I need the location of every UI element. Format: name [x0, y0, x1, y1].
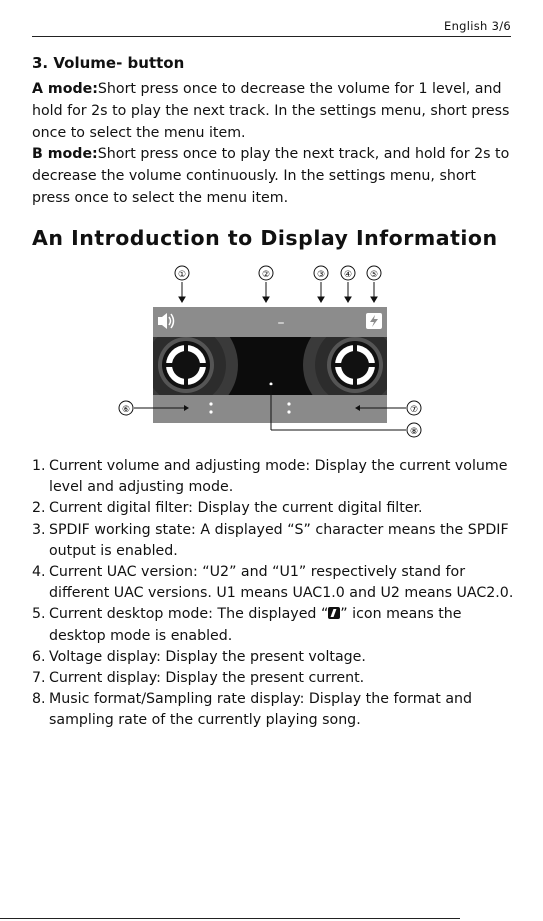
page-number-label: English 3/6: [444, 19, 511, 33]
callout-6: ⑥: [121, 405, 131, 415]
filter-indicator: –: [277, 315, 285, 331]
mode-b-label: B mode:: [32, 146, 98, 162]
list-item: 4. Current UAC version: “U2” and “U1” respectively stand for different UAC versions. U1 means UAC1.0 and U2 means UAC2.0.: [32, 564, 514, 602]
list-item: 3. SPDIF working state: A displayed “S” character means the SPDIF output is enabled.: [32, 521, 509, 559]
callout-4: ④: [343, 270, 353, 280]
callout-7: ⑦: [409, 405, 419, 415]
list-item: 1. Current volume and adjusting mode: Display the current volume level and adjusting mode.: [32, 458, 508, 496]
callout-3: ③: [316, 270, 326, 280]
mode-b-text: Short press once to play the next track, and hold for 2s to decrease the volume continuously. In the settings menu, short press once to select the menu item.: [32, 146, 510, 206]
desktop-mode-icon: [366, 313, 382, 329]
callout-5: ⑤: [369, 270, 379, 280]
mode-b-paragraph: [32, 143, 517, 209]
mode-a-text: Short press once to decrease the volume for 1 level, and hold for 2s to play the next track. In the settings menu, short press once to select the menu item.: [32, 81, 510, 141]
desktop-mode-icon: [328, 607, 340, 619]
display-diagram: [0, 260, 543, 445]
intro-heading: An Introduction to Display Information: [32, 226, 498, 250]
list-item: 2. Current digital filter: Display the current digital filter.: [32, 500, 423, 517]
footer-divider: [0, 918, 460, 919]
mode-a-label: A mode:: [32, 81, 98, 97]
section-title-volume-button: 3. Volume- button: [32, 54, 185, 72]
display-info-list: [32, 456, 517, 732]
callout-2: ②: [261, 270, 271, 280]
callout-8: ⑧: [409, 427, 419, 437]
list-item: 7. Current display: Display the present current.: [32, 670, 365, 687]
list-item: 5. Current desktop mode: The displayed “ ” icon means the desktop mode is enabled.: [32, 606, 462, 644]
callout-1: ①: [177, 270, 187, 280]
list-item: 6. Voltage display: Display the present voltage.: [32, 648, 366, 665]
page-header: [32, 18, 511, 37]
list-item: 8. Music format/Sampling rate display: Display the format and sampling rate of the currently playing song.: [32, 691, 473, 729]
mode-a-paragraph: [32, 78, 517, 144]
